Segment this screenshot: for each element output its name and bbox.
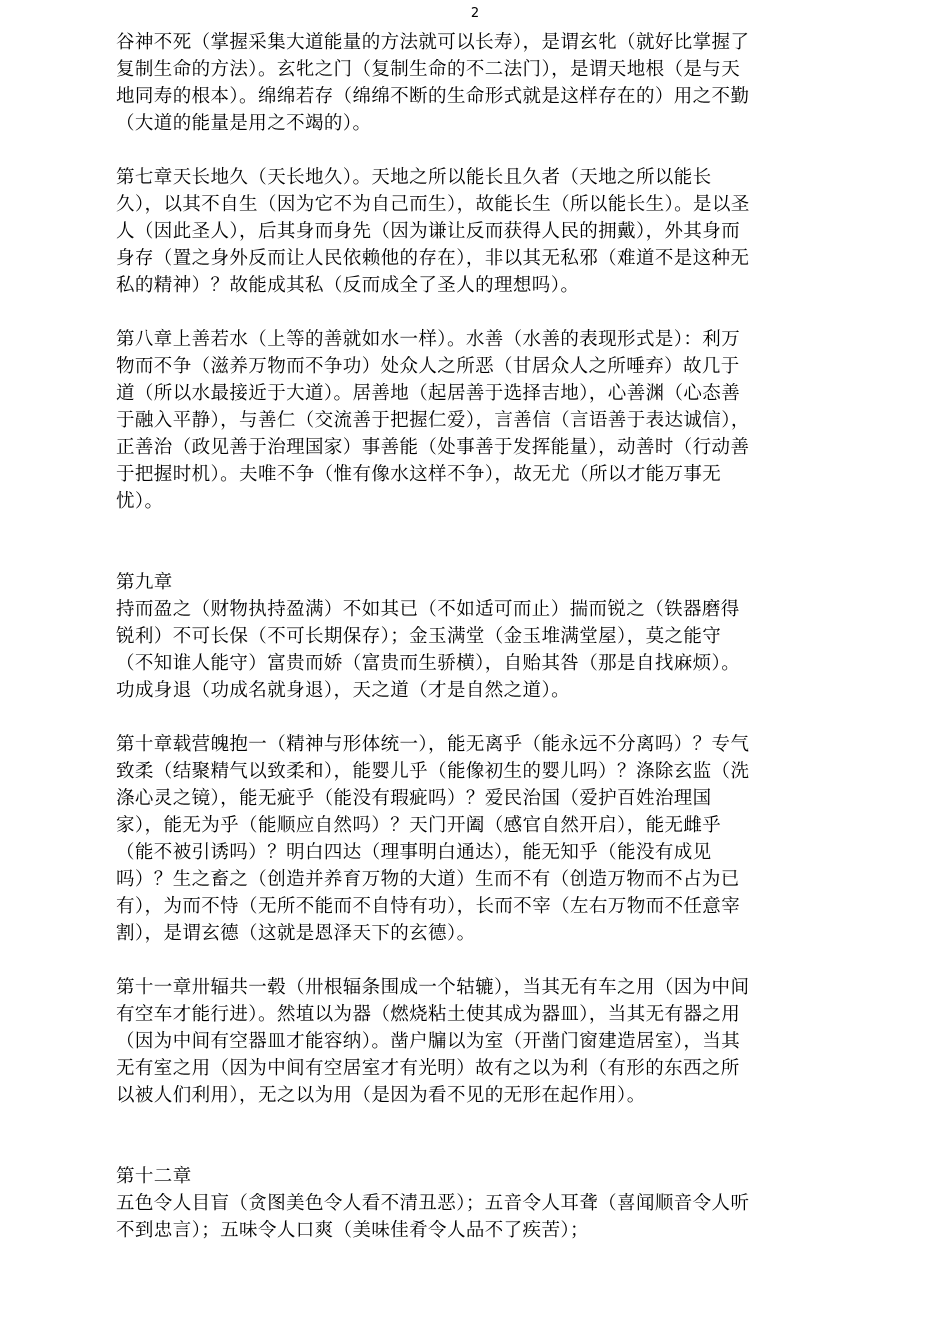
page-number: 2 — [470, 6, 480, 21]
paragraph-text: 第九章 持而盈之（财物执持盈满）不如其已（不如适可而止）揣而锐之（铁器磨得锐利）不可长保（不可长期保存）；金玉满堂（金玉堆满堂屋），莫之能守（不知谁人能守）富贵而娇（富贵而生骄横），自贻其咎（那是自找麻烦）。功成身退（功成名就身退），天之道（才是自然之道）。 — [116, 572, 741, 701]
paragraph-text: 第十二章 五色令人目盲（贪图美色令人看不清丑恶）；五音令人耳聋（喜闻顺音令人听不到忠言）；五味令人口爽（美味佳肴令人品不了疾苦）； — [116, 1166, 750, 1241]
paragraph-chapter-8 — [116, 326, 756, 515]
paragraph-text: 第十章载营魄抱一（精神与形体统一），能无离乎（能永远不分离吗）？专气致柔（结聚精气以致柔和），能婴儿乎（能像初生的婴儿吗）？涤除玄监（洗涤心灵之镜），能无疵乎（能没有瑕疵吗）？爱民治国（爱护百姓治理国家），能无为乎（能顺应自然吗）？天门开阖（感官自然开启），能无雌乎（能不被引诱吗）？明白四达（理事明白通达），能无知乎（能没有成见吗）？生之畜之（创造并养育万物的大道）生而不有（创造万物而不占为已有），为而不恃（无所不能而不自恃有功），长而不宰（左右万物而不任意宰割），是谓玄德（这就是恩泽天下的玄德）。 — [116, 734, 750, 944]
paragraph-text: 第十一章卅辐共一毂（卅根辐条围成一个轱辘），当其无有车之用（因为中间有空车才能行进）。然埴以为器（燃烧粘土使其成为器皿），当其无有器之用（因为中间有空器皿才能容纳）。凿户牖以为室（开凿门窗建造居室），当其无有室之用（因为中间有空居室才有光明）故有之以为利（有形的东西之所以被人们利用），无之以为用（是因为看不见的无形在起作用）。 — [116, 977, 750, 1106]
paragraph-chapter-7 — [116, 164, 756, 299]
paragraph-chapter-11 — [116, 974, 756, 1109]
document-body — [116, 29, 756, 1244]
paragraph-chapter-10 — [116, 731, 756, 947]
paragraph-chapter-6-ending — [116, 29, 756, 137]
paragraph-text: 第七章天长地久（天长地久）。天地之所以能长且久者（天地之所以能长久），以其不自生（因为它不为自己而生），故能长生（所以能长生）。是以圣人（因此圣人），后其身而身先（因为谦让反而获得人民的拥戴），外其身而身存（置之身外反而让人民依赖他的存在），非以其无私邪（难道不是这种无私的精神）？故能成其私（反而成全了圣人的理想吗）。 — [116, 167, 750, 296]
paragraph-text: 谷神不死（掌握采集大道能量的方法就可以长寿），是谓玄牝（就好比掌握了复制生命的方法）。玄牝之门（复制生命的不二法门），是谓天地根（是与天地同寿的根本）。绵绵若存（绵绵不断的生命形式就是这样存在的）用之不勤（大道的能量是用之不竭的）。 — [116, 32, 750, 134]
paragraph-chapter-9 — [116, 542, 756, 704]
paragraph-text: 第八章上善若水（上等的善就如水一样）。水善（水善的表现形式是）：利万物而不争（滋养万物而不争功）处众人之所恶（甘居众人之所唾弃）故几于道（所以水最接近于大道）。居善地（起居善于选择吉地），心善渊（心态善于融入平静），与善仁（交流善于把握仁爱），言善信（言语善于表达诚信），正善治（政见善于治理国家）事善能（处事善于发挥能量），动善时（行动善于把握时机）。夫唯不争（惟有像水这样不争），故无尤（所以才能万事无忧）。 — [116, 329, 750, 512]
paragraph-chapter-12 — [116, 1136, 756, 1244]
